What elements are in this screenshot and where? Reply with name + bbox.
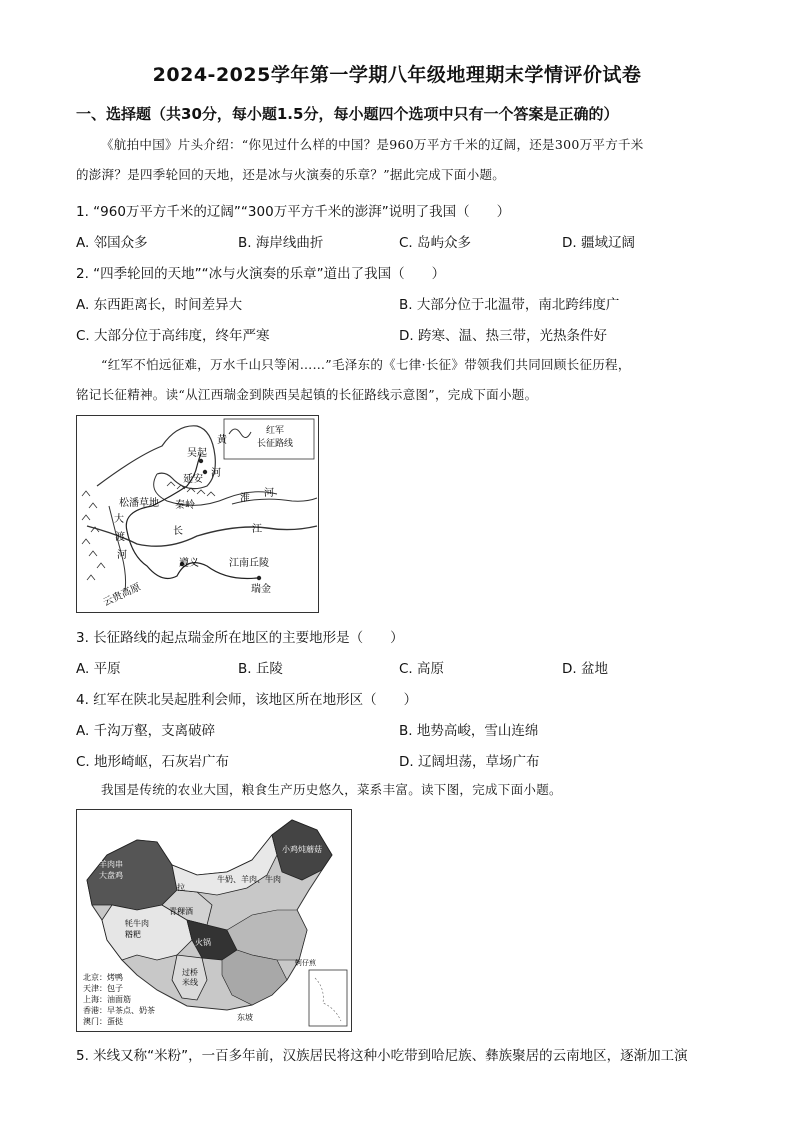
map2-label-xj2: 大盘鸡 (99, 871, 123, 880)
question-3-option-d[interactable]: D. 盆地 (562, 661, 608, 677)
map1-label-he3: 河 (117, 550, 127, 561)
map1-label-huai: 淮 (240, 493, 250, 504)
map1-label-jiang: 江 (252, 524, 262, 535)
intro-passage-3 (76, 775, 716, 805)
map2-label-yn1: 过桥 (182, 968, 198, 977)
question-2-option-a[interactable]: A. 东西距离长，时间差异大 (76, 297, 243, 313)
intro-1-line-1: 《航拍中国》片头介绍：“你见过什么样的中国？是960万平方千米的辽阔，还是300万平方千米 (101, 137, 644, 152)
map2-south-sea-inset (309, 970, 347, 1026)
map2-list-item-3: 上海：油面筋 (83, 995, 131, 1004)
question-1-option-c[interactable]: C. 岛屿众多 (399, 235, 472, 251)
map1-label-songpan: 松潘草地 (119, 498, 159, 509)
map1-label-qinling: 秦岭 (175, 500, 195, 511)
map2-label-nm: 牛奶、羊肉、牛肉 (217, 875, 281, 884)
map1-legend-line-1: 红军 (265, 426, 285, 436)
map1-label-da: 大 (114, 514, 124, 525)
map1-label-he1: 河 (211, 468, 221, 479)
question-4-option-d[interactable]: D. 辽阔坦荡，草场广布 (399, 754, 540, 770)
question-1-option-d[interactable]: D. 疆域辽阔 (562, 235, 635, 251)
question-3-option-c[interactable]: C. 高原 (399, 661, 445, 677)
map1-label-du: 渡 (115, 532, 125, 543)
map2-label-xz2: 糌粑 (125, 930, 141, 939)
map2-label-yn2: 米线 (182, 978, 198, 987)
question-2-option-c[interactable]: C. 大部分位于高纬度，终年严寒 (76, 328, 270, 344)
intro-1-line-2: 的澎湃？是四季轮回的天地，还是冰与火演奏的乐章？”据此完成下面小题。 (76, 167, 506, 182)
map1-wuqi-dot (199, 459, 203, 463)
map1-label-chang: 长 (173, 526, 183, 537)
china-food-map-drawing (77, 810, 351, 1031)
intro-2-line-2: 铭记长征精神。读“从江西瑞金到陕西吴起镇的长征路线示意图”，完成下面小题。 (76, 387, 538, 402)
intro-2-line-1: “红军不怕远征难，万水千山只等闲……”毛泽东的《七律·长征》带领我们共同回顾长征历程， (101, 357, 631, 372)
question-4-option-b[interactable]: B. 地势高峻，雪山连绵 (399, 723, 539, 739)
question-1-stem: 1. “960万平方千米的辽阔”“300万平方千米的澎湃”说明了我国（ ） (76, 204, 511, 220)
map1-label-yungui: 云贵高原 (101, 581, 143, 609)
map1-label-yanan: 延安 (183, 474, 203, 485)
map2-label-db: 小鸡炖蘑菇 (282, 845, 322, 854)
question-1-option-a[interactable]: A. 邻国众多 (76, 235, 148, 251)
map1-legend-line-2: 长征路线 (256, 439, 294, 449)
map1-label-huang: 黄 (217, 435, 227, 446)
question-2-option-d[interactable]: D. 跨寒、温、热三带，光热条件好 (399, 328, 607, 344)
question-3-option-b[interactable]: B. 丘陵 (238, 661, 283, 677)
map2-list-item-1: 北京：烤鸭 (83, 973, 123, 982)
long-march-map-drawing (77, 416, 318, 612)
intro-passage-1 (76, 130, 716, 190)
page-title: 2024-2025学年第一学期八年级地理期末学情评价试卷 (152, 64, 642, 86)
question-3-stem: 3. 长征路线的起点瑞金所在地区的主要地形是（ ） (76, 630, 404, 646)
question-3-option-a[interactable]: A. 平原 (76, 661, 121, 677)
map1-label-jiangnan: 江南丘陵 (229, 558, 269, 569)
long-march-map (76, 415, 319, 613)
question-2-option-b[interactable]: B. 大部分位于北温带，南北跨纬度广 (399, 297, 620, 313)
map2-label-sc: 火锅 (195, 938, 211, 947)
map1-label-he2: 河 (264, 488, 274, 499)
question-4-option-c[interactable]: C. 地形崎岖，石灰岩广布 (76, 754, 230, 770)
map2-label-tw: 蚵仔煎 (295, 959, 316, 967)
question-2-stem: 2. “四季轮回的天地”“冰与火演奏的乐章”道出了我国（ ） (76, 266, 446, 282)
map1-label-ruijin: 瑞金 (251, 584, 271, 595)
china-food-map (76, 809, 352, 1032)
question-4-stem: 4. 红军在陕北吴起胜利会师，该地区所在地形区（ ） (76, 692, 418, 708)
map1-yanan-dot (203, 470, 207, 474)
map2-list-item-2: 天津：包子 (83, 984, 123, 993)
map2-label-hn: 东坡 (237, 1013, 253, 1022)
map2-label-xz1: 牦牛肉 (125, 919, 149, 928)
map2-label-la: 拉 (177, 883, 185, 892)
question-1-option-b[interactable]: B. 海岸线曲折 (238, 235, 324, 251)
map1-label-wuqi: 吴起 (187, 448, 207, 459)
section-heading: 一、选择题（共30分，每小题1.5分，每小题四个选项中只有一个答案是正确的） (76, 105, 619, 123)
map2-list-item-5: 澳门：蛋挞 (83, 1017, 123, 1026)
map1-ruijin-dot (257, 576, 261, 580)
question-5-stem: 5. 米线又称“米粉”，一百多年前，汉族居民将这种小吃带到哈尼族、彝族聚居的云南地区，逐渐加工演 (76, 1048, 688, 1064)
map2-label-qinghai: 青稞酒 (169, 907, 193, 916)
map2-list-item-4: 香港：早茶点、奶茶 (83, 1006, 155, 1015)
question-4-option-a[interactable]: A. 千沟万壑，支离破碎 (76, 723, 216, 739)
map1-label-zunyi: 遵义 (179, 558, 199, 569)
intro-3-line-1: 我国是传统的农业大国，粮食生产历史悠久，菜系丰富。读下图，完成下面小题。 (101, 782, 562, 797)
intro-passage-2 (76, 350, 716, 410)
map2-label-xj1: 羊肉串 (99, 860, 123, 869)
